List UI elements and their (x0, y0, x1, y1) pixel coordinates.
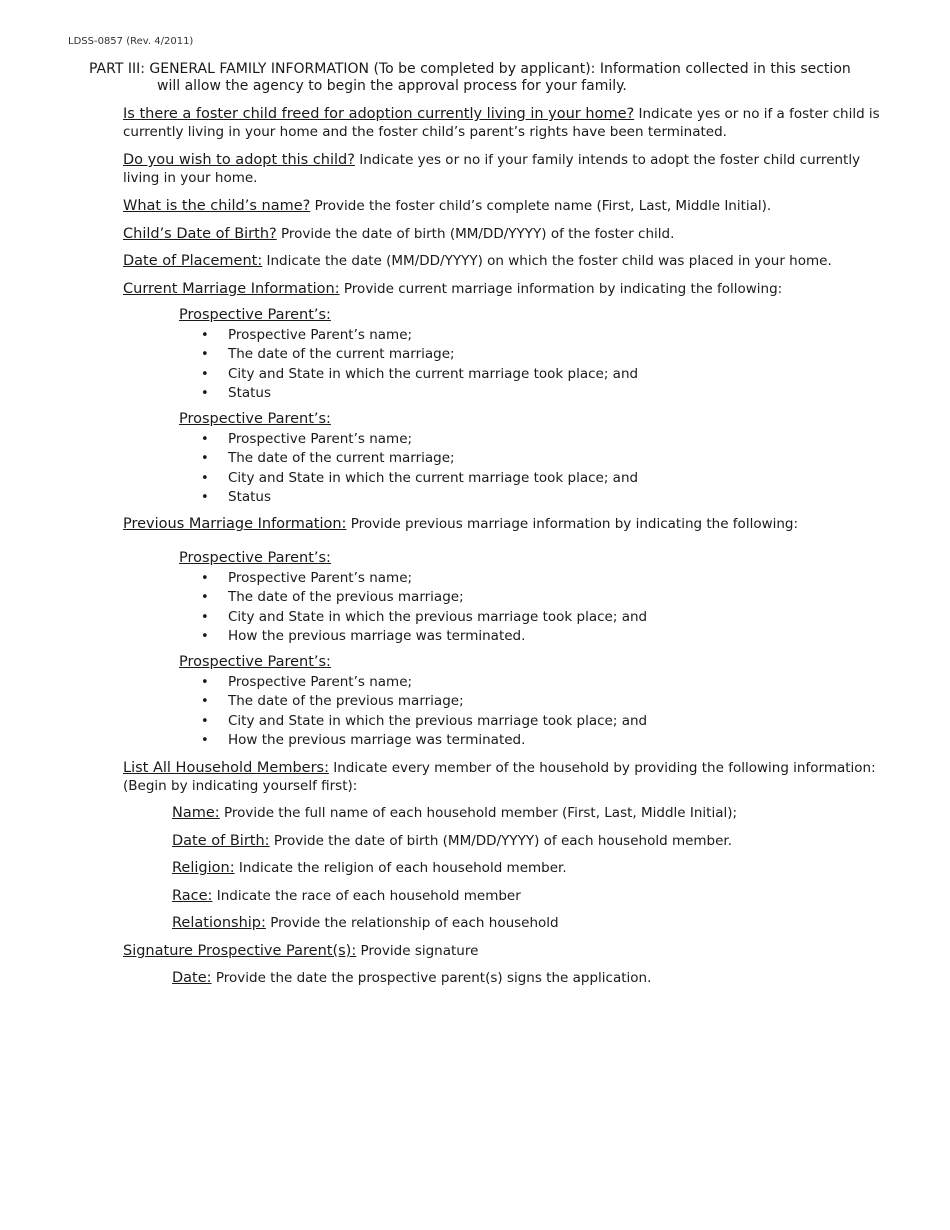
household-text-line2: (Begin by indicating yourself first): (123, 778, 358, 794)
list-item: • How the previous marriage was terminated. (179, 627, 647, 646)
foster-child-title: Is there a foster child freed for adoption currently living in your home? (123, 106, 635, 122)
current-parent-1-list (179, 326, 638, 403)
signature-title: Signature Prospective Parent(s): (123, 943, 357, 959)
list-item: • Prospective Parent’s name; (179, 326, 638, 345)
field-text: Provide the full name of each household member (First, Last, Middle Initial); (219, 805, 738, 821)
foster-child-text: Indicate yes or no if a foster child is (634, 106, 880, 122)
list-item: • Status (179, 384, 638, 403)
signature-section (123, 942, 478, 960)
household-section (123, 759, 913, 795)
placement-title: Date of Placement: (123, 253, 263, 269)
child-dob-text: Provide the date of birth (MM/DD/YYYY) of the foster child. (276, 226, 675, 242)
signature-text: Provide signature (356, 943, 479, 959)
placement-section (123, 252, 832, 270)
previous-marriage-text: Provide previous marriage information by indicating the following: (346, 516, 799, 532)
list-item: • Prospective Parent’s name; (179, 569, 647, 588)
previous-parent-2-label: Prospective Parent’s: (179, 654, 331, 670)
form-id: LDSS-0857 (Rev. 4/2011) (68, 36, 194, 47)
list-item: • How the previous marriage was terminated. (179, 731, 647, 750)
adopt-text-line2: living in your home. (123, 170, 258, 186)
field-label: Religion: (172, 860, 235, 876)
field-label: Date of Birth: (172, 833, 270, 849)
list-item: • City and State in which the previous marriage took place; and (179, 712, 647, 731)
household-field-religion (172, 859, 567, 877)
current-marriage-section (123, 280, 782, 298)
child-dob-section (123, 225, 674, 243)
adopt-title: Do you wish to adopt this child? (123, 152, 355, 168)
household-field-dob (172, 832, 732, 850)
current-marriage-title: Current Marriage Information: (123, 281, 340, 297)
field-text: Provide the relationship of each household (265, 915, 559, 931)
signature-date-label: Date: (172, 970, 212, 986)
list-item: • Prospective Parent’s name; (179, 673, 647, 692)
foster-child-text-line2: currently living in your home and the foster child’s parent’s rights have been terminated. (123, 124, 727, 140)
field-text: Indicate the race of each household member (212, 888, 521, 904)
list-item: • Prospective Parent’s name; (179, 430, 638, 449)
adopt-text: Indicate yes or no if your family intends to adopt the foster child currently (354, 152, 861, 168)
list-item: • The date of the previous marriage; (179, 692, 647, 711)
list-item: • The date of the current marriage; (179, 449, 638, 468)
field-text: Indicate the religion of each household member. (234, 860, 567, 876)
part-header-text-line2: will allow the agency to begin the approval process for your family. (157, 78, 627, 94)
field-label: Relationship: (172, 915, 266, 931)
household-text: Indicate every member of the household by providing the following information: (328, 760, 876, 776)
household-title: List All Household Members: (123, 760, 329, 776)
previous-parent-2-list (179, 673, 647, 750)
part-header-lead: PART III: GENERAL FAMILY INFORMATION (To be completed by applicant): (89, 61, 596, 77)
list-item: • City and State in which the previous marriage took place; and (179, 608, 647, 627)
signature-date (172, 969, 651, 987)
field-label: Name: (172, 805, 220, 821)
current-parent-2-label: Prospective Parent’s: (179, 411, 331, 427)
list-item: • City and State in which the current marriage took place; and (179, 469, 638, 488)
household-field-race (172, 887, 521, 905)
current-marriage-text: Provide current marriage information by indicating the following: (339, 281, 783, 297)
list-item: • City and State in which the current marriage took place; and (179, 365, 638, 384)
field-label: Race: (172, 888, 213, 904)
child-name-section (123, 197, 771, 215)
list-item: • Status (179, 488, 638, 507)
adopt-section (123, 151, 913, 187)
child-name-title: What is the child’s name? (123, 198, 311, 214)
list-item: • The date of the previous marriage; (179, 588, 647, 607)
household-field-relationship (172, 914, 559, 932)
household-field-name (172, 804, 737, 822)
child-name-text: Provide the foster child’s complete name (First, Last, Middle Initial). (310, 198, 772, 214)
field-text: Provide the date of birth (MM/DD/YYYY) of each household member. (269, 833, 733, 849)
current-parent-1-label: Prospective Parent’s: (179, 307, 331, 323)
current-parent-2-list (179, 430, 638, 507)
part-header (89, 61, 904, 95)
child-dob-title: Child’s Date of Birth? (123, 226, 277, 242)
list-item: • The date of the current marriage; (179, 345, 638, 364)
previous-parent-1-label: Prospective Parent’s: (179, 550, 331, 566)
signature-date-text: Provide the date the prospective parent(s) signs the application. (211, 970, 652, 986)
foster-child-section (123, 105, 913, 141)
previous-parent-1-list (179, 569, 647, 646)
placement-text: Indicate the date (MM/DD/YYYY) on which the foster child was placed in your home. (262, 253, 832, 269)
previous-marriage-title: Previous Marriage Information: (123, 516, 347, 532)
part-header-text: Information collected in this section (595, 61, 851, 77)
previous-marriage-section (123, 515, 798, 533)
